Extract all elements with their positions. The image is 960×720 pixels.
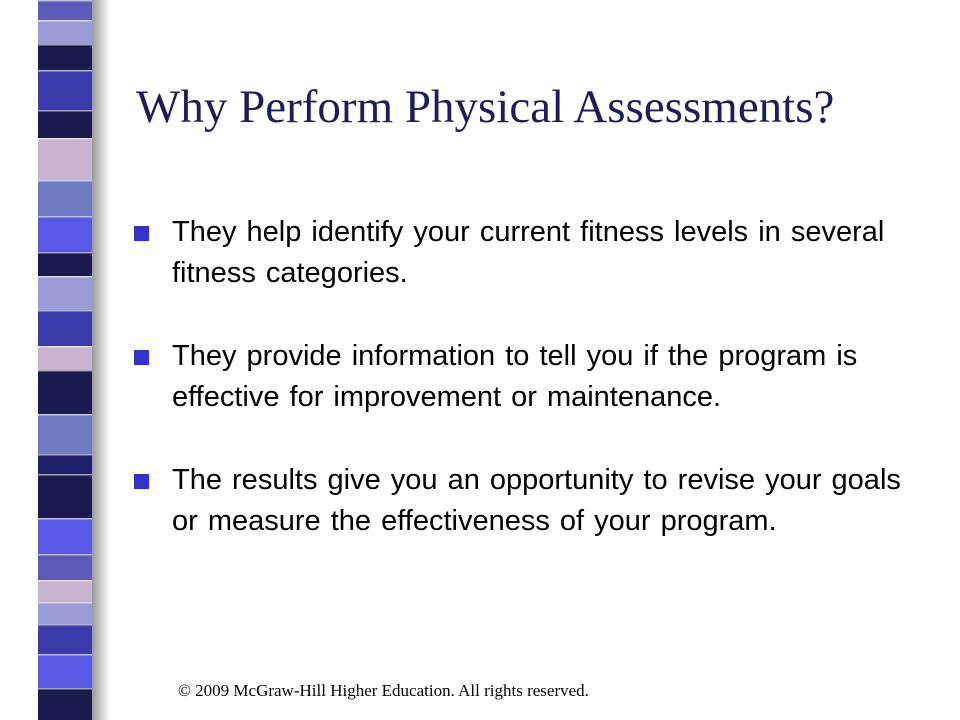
stripe-separator [38,70,92,72]
stripe-block [38,252,92,276]
stripe-block [38,654,92,688]
square-bullet-icon [134,226,149,241]
stripe-separator [38,20,92,22]
stripe-block [38,414,92,454]
stripe-separator [38,252,92,254]
bullet-item [134,336,924,418]
slide-title: Why Perform Physical Assessments? [136,81,835,133]
bullet-text: They help identify your current fitness levels in several fitness categories. [172,216,885,289]
stripe-block [38,310,92,346]
stripe-block [38,624,92,654]
copyright-footer: © 2009 McGraw-Hill Higher Education. All rights reserved. [178,681,589,700]
square-bullet-icon [134,350,149,365]
stripe-block [38,0,92,20]
stripe-separator [38,370,92,372]
stripe-block [38,138,92,180]
stripe-block [38,70,92,110]
stripe-block [38,370,92,414]
stripe-block [38,554,92,580]
bullet-item [134,212,924,294]
bullet-list [134,212,924,584]
bullet-item [134,460,924,542]
stripe-separator [38,0,92,2]
stripe-separator [38,474,92,476]
stripe-block [38,474,92,518]
square-bullet-icon [134,474,149,489]
stripe-separator [38,414,92,416]
stripe-block [38,346,92,370]
stripe-separator [38,602,92,604]
stripe-shadow [92,0,110,720]
stripe-separator [38,624,92,626]
stripe-separator [38,110,92,112]
stripe-block [38,518,92,554]
bullet-text: They provide information to tell you if the program is effective for improvement or maintenance. [172,340,858,413]
stripe-separator [38,688,92,690]
stripe-block [38,110,92,138]
stripe-blocks [0,0,92,720]
stripe-block [38,44,92,70]
decorative-stripe [0,0,108,720]
stripe-separator [38,454,92,456]
stripe-block [38,276,92,310]
stripe-block [38,20,92,44]
stripe-separator [38,518,92,520]
stripe-block [38,580,92,602]
stripe-separator [38,276,92,278]
stripe-separator [38,44,92,46]
stripe-separator [38,216,92,218]
stripe-separator [38,180,92,182]
stripe-separator [38,654,92,656]
stripe-separator [38,346,92,348]
stripe-separator [38,580,92,582]
stripe-block [38,688,92,720]
stripe-separator [38,310,92,312]
stripe-block [38,454,92,474]
stripe-block [38,602,92,624]
stripe-block [38,180,92,216]
bullet-text: The results give you an opportunity to revise your goals or measure the effectiveness of your program. [172,464,901,537]
stripe-separator [38,138,92,140]
stripe-block [38,216,92,252]
stripe-separator [38,554,92,556]
